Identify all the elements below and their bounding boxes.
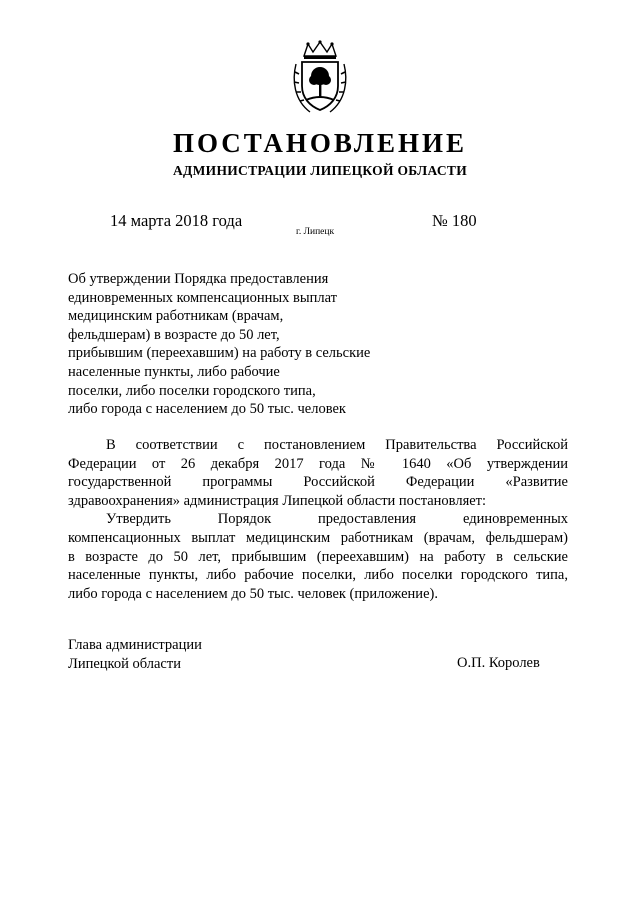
document-city: г. Липецк (296, 227, 335, 237)
signature-position-line: Глава администрации (68, 637, 202, 653)
signature-name: О.П. Королев (457, 655, 540, 671)
body-line: компенсационных выплат медицинским работникам (врачам, фельдшерам) (68, 529, 568, 546)
coat-of-arms-icon (290, 40, 350, 118)
document-title: ПОСТАНОВЛЕНИЕ (172, 128, 468, 158)
signature-position-line: Липецкой области (68, 655, 181, 672)
subject-line: Об утверждении Порядка предоставления (68, 271, 329, 287)
subject-line: фельдшерам) в возрасте до 50 лет, (68, 326, 280, 343)
body-line: населенные пункты, либо рабочие поселки, либо поселки городского типа, (68, 567, 568, 584)
body-line: в возрасте до 50 лет, прибывшим (переехавшим) на работу в сельские (68, 548, 568, 565)
subject-line: населенные пункты, либо рабочие (68, 363, 280, 380)
subject-line: медицинским работникам (врачам, (68, 308, 284, 325)
body-line: государственной программы Российской Федерации «Развитие (68, 474, 568, 491)
body-line: здравоохранения» администрация Липецкой области постановляет: (68, 492, 487, 509)
signature-position (68, 636, 202, 673)
subject-line: поселки, либо поселки городского типа, (68, 382, 316, 399)
body-line: В соответствии с постановлением Правительства Российской (106, 437, 568, 453)
subject-line: прибывшим (переехавшим) на работу в сельские (68, 345, 371, 362)
body-line: Утвердить Порядок предоставления единовременных (106, 511, 568, 528)
body-line: либо города с населением до 50 тыс. человек (приложение). (68, 585, 438, 602)
subject-line: единовременных компенсационных выплат (68, 289, 338, 306)
document-body (68, 436, 568, 603)
document-subject (68, 270, 370, 419)
document-date: 14 марта 2018 года (110, 211, 243, 230)
document-number: № 180 (432, 211, 477, 230)
body-line: Федерации от 26 декабря 2017 года № 1640 «Об утверждении (68, 455, 568, 472)
subject-line: либо города с населением до 50 тыс. человек (68, 401, 346, 418)
document-subtitle: АДМИНИСТРАЦИИ ЛИПЕЦКОЙ ОБЛАСТИ (172, 163, 468, 178)
